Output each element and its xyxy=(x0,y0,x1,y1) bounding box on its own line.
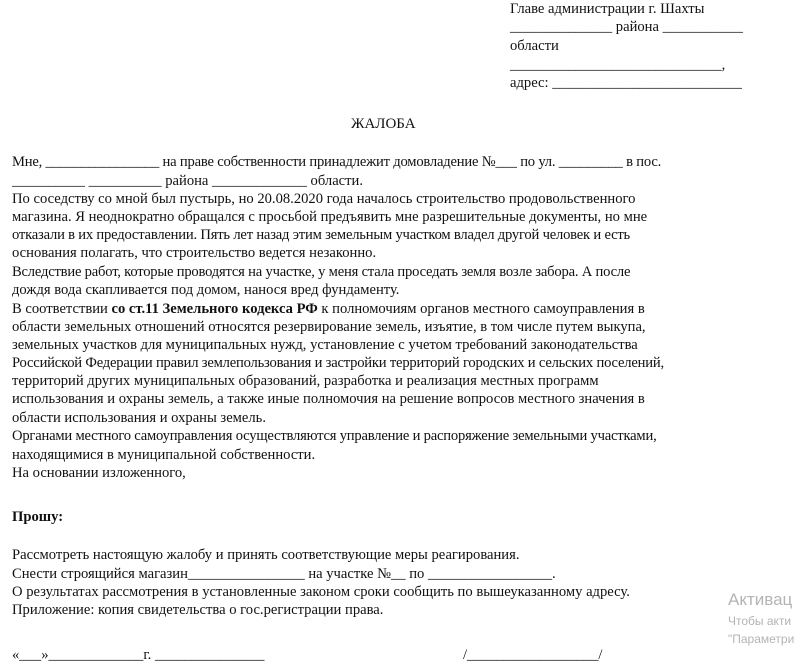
body-line: использования и охраны земель, а также иные полномочия на решение вопросов местного значения в xyxy=(12,391,645,407)
signature-line: /__________________/ xyxy=(463,647,603,663)
addressee-line-4: _____________________________, xyxy=(510,57,726,73)
watermark-line-2: Чтобы акти xyxy=(728,614,792,628)
addressee-line-1: Главе администрации г. Шахты xyxy=(510,1,705,17)
body-line: основания полагать, что строительство ведется незаконно. xyxy=(12,245,377,261)
body-line: По соседству со мной был пустырь, но 20.08.2020 года началось строительство продовольственного xyxy=(12,191,636,207)
law-prefix: В соответствии xyxy=(12,301,112,317)
body-line: Мне, ________________ на праве собственности принадлежит домовладение №___ по ул. _________ в пос. xyxy=(12,154,662,170)
request-item: Рассмотреть настоящую жалобу и принять соответствующие меры реагирования. xyxy=(12,547,520,563)
watermark-line-1: Активац xyxy=(728,590,793,609)
body-line: магазина. Я неоднократно обращался с просьбой предъявить мне разрешительные документы, но мне xyxy=(12,209,648,225)
body-line: территорий других муниципальных образований, разработка и реализация местных программ xyxy=(12,373,599,389)
law-reference-line xyxy=(12,300,645,318)
addressee-line-2: ______________ района ___________ xyxy=(510,19,743,35)
addressee-line-5: адрес: __________________________ xyxy=(510,75,742,91)
request-item: О результатах рассмотрения в установленные законом сроки сообщить по вышеуказанному адресу. xyxy=(12,584,630,600)
body-line: Органами местного самоуправления осуществляются управление и распоряжение земельными участками, xyxy=(12,428,657,444)
body-line: отказали в их предоставлении. Пять лет назад этим земельным участком владел другой человек и есть xyxy=(12,227,631,243)
body-line: Вследствие работ, которые проводятся на участке, у меня стала проседать земля возле забора. А после xyxy=(12,264,631,280)
body-line: На основании изложенного, xyxy=(12,465,186,481)
law-suffix: к полномочиям органов местного самоуправления в xyxy=(317,301,645,317)
document-title: ЖАЛОБА xyxy=(351,116,416,132)
body-line: __________ __________ района _____________ области. xyxy=(12,173,363,189)
signature-date: «___»_____________г. _______________ xyxy=(12,647,265,663)
addressee-line-3: области xyxy=(510,38,559,54)
body-line: области использования и охраны земель. xyxy=(12,410,266,426)
request-item: Снести строящийся магазин________________ на участке №__ по _________________. xyxy=(12,566,556,582)
watermark-line-3: "Параметри xyxy=(728,632,795,646)
request-heading: Прошу: xyxy=(12,509,64,525)
request-item: Приложение: копия свидетельства о гос.регистрации права. xyxy=(12,602,384,618)
law-article: со ст.11 Земельного кодекса РФ xyxy=(111,301,318,317)
body-line: области земельных отношений относятся резервирование земель, изъятие, в том числе путем выкупа, xyxy=(12,319,646,335)
body-line: Российской Федерации правил землепользования и застройки территорий городских и сельских поселений, xyxy=(12,355,664,371)
body-line: дождя вода скапливается под домом, нанося вред фундаменту. xyxy=(12,282,400,298)
body-line: земельных участков для муниципальных нужд, установление с учетом требований законодательства xyxy=(12,337,638,353)
body-line: находящимися в муниципальной собственности. xyxy=(12,447,316,463)
